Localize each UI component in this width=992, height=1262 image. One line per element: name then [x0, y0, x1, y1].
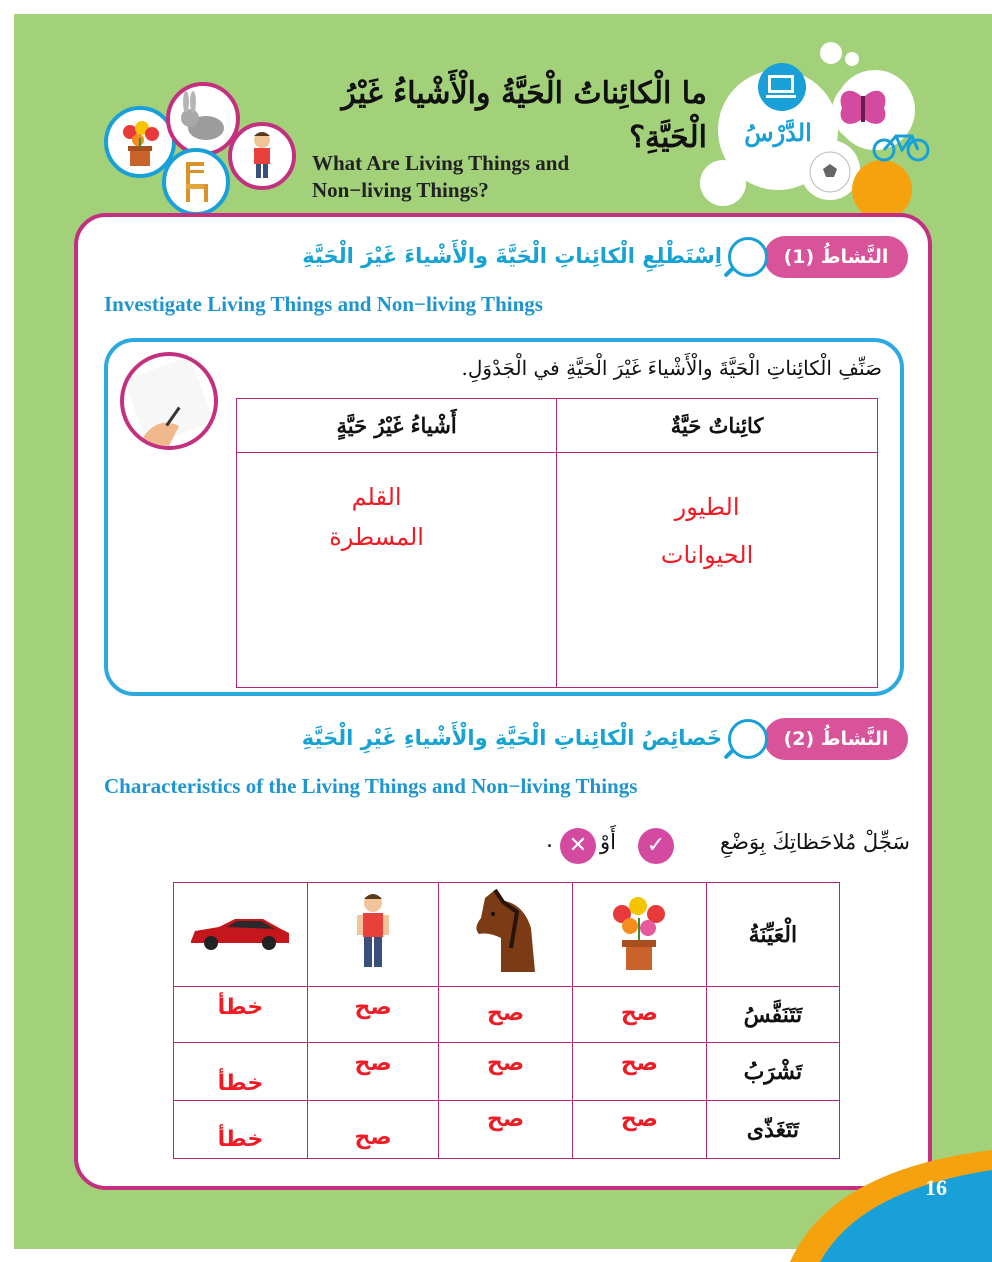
rabbit-icon [170, 86, 236, 152]
horse-answer: صح [439, 1043, 573, 1101]
orange-decor-circle [852, 160, 912, 220]
flower-pot-icon [108, 110, 172, 174]
horse-answer: صح [439, 1101, 573, 1159]
decor-circle [820, 42, 842, 64]
activity1-instruction: صَنِّفِ الْكائِناتِ الْحَيَّةَ والْأَشْياءَ غَيْرَ الْحَيَّةِ في الْجَدْوَلِ. [461, 356, 882, 380]
horse-answer: صح [439, 987, 573, 1043]
living-answer: الحيوانات [660, 541, 754, 569]
instruction-end: . [546, 828, 553, 853]
row-label: تَشْرَبُ [706, 1043, 839, 1101]
nonliving-answer: المسطرة [329, 523, 424, 551]
boy-cell [307, 883, 438, 987]
nonliving-answers-cell [237, 453, 557, 688]
living-answers-cell [557, 453, 878, 688]
ball-icon [808, 150, 852, 194]
magnifier-icon [728, 237, 768, 277]
characteristics-table [173, 882, 840, 1159]
chair-picture [162, 148, 230, 216]
boy-answer: صح [307, 1043, 438, 1101]
nonliving-answer: القلم [351, 483, 402, 511]
living-header: كائِناتٌ حَيَّةٌ [557, 399, 878, 453]
car-answer: خطأ [174, 1043, 308, 1101]
table-row [174, 1043, 840, 1101]
boy-icon [353, 891, 393, 975]
horse-icon [471, 888, 541, 978]
lesson-title-en-line2: Non−living Things? [312, 178, 489, 202]
car-answer: خطأ [174, 987, 308, 1043]
flower-answer: صح [572, 1043, 706, 1101]
car-icon [185, 913, 295, 953]
teacher-icon [752, 62, 812, 112]
decor-circle [845, 52, 859, 66]
lesson-title-en-line1: What Are Living Things and [312, 151, 570, 175]
boy-icon [232, 126, 292, 186]
activity2-title-ar: خَصائِصُ الْكائِناتِ الْحَيَّةِ والْأَشْياءِ غَيْرِ الْحَيَّةِ [301, 726, 722, 750]
activity1-badge: النَّشاطُ (1) [764, 236, 908, 278]
car-answer: خطأ [174, 1101, 308, 1159]
flower-cell [572, 883, 706, 987]
instruction-text: سَجِّلْ مُلاحَظاتِكَ بِوَضْعِ [719, 830, 910, 854]
flower-answer: صح [572, 987, 706, 1043]
classification-table [236, 398, 878, 688]
instruction-or: أَوْ [600, 830, 616, 854]
lesson-title-ar-line1: ما الْكائِناتُ الْحَيَّةُ والْأَشْياءُ غَيْرُ [341, 76, 707, 111]
writing-hand-picture [120, 352, 218, 450]
lesson-title-ar [287, 72, 707, 160]
boy-picture [228, 122, 296, 190]
magnifier-icon [728, 719, 768, 759]
horse-cell [439, 883, 573, 987]
flower-answer: صح [572, 1101, 706, 1159]
table-row [174, 1101, 840, 1159]
bicycle-icon [872, 128, 930, 162]
boy-answer: صح [307, 987, 438, 1043]
nonliving-header: أَشْياءُ غَيْرُ حَيَّةٍ [237, 399, 557, 453]
writing-hand-icon [124, 356, 214, 446]
row-label: تَتَنَفَّسُ [706, 987, 839, 1043]
row-label: تَتَغَذّى [706, 1101, 839, 1159]
chair-icon [166, 152, 226, 212]
sample-label: الْعَيِّنَةُ [706, 883, 839, 987]
activity1-title-ar: اِسْتَطْلِعِ الْكائِناتِ الْحَيَّةَ والْأَشْياءَ غَيْرَ الْحَيَّةِ [302, 244, 722, 268]
activity2-title-en: Characteristics of the Living Things and Non−living Things [104, 774, 638, 798]
activity2-badge: النَّشاطُ (2) [764, 718, 908, 760]
activity1-title-en: Investigate Living Things and Non−living Things [104, 292, 543, 316]
corner-decoration [790, 1150, 992, 1262]
check-icon: ✓ [638, 828, 674, 864]
lesson-title-ar-line2: الْحَيَّةِ؟ [629, 120, 707, 155]
lesson-label: الدَّرْسُ [744, 118, 812, 147]
table-row [174, 987, 840, 1043]
cross-icon: ✕ [560, 828, 596, 864]
decor-circle [700, 160, 746, 206]
living-answer: الطيور [674, 493, 740, 521]
flower-pot-icon [604, 888, 674, 978]
page-number: 16 [925, 1175, 947, 1200]
lesson-title-en [312, 150, 642, 204]
car-cell [174, 883, 308, 987]
activity2-instruction [520, 826, 910, 866]
boy-answer: صح [307, 1101, 438, 1159]
